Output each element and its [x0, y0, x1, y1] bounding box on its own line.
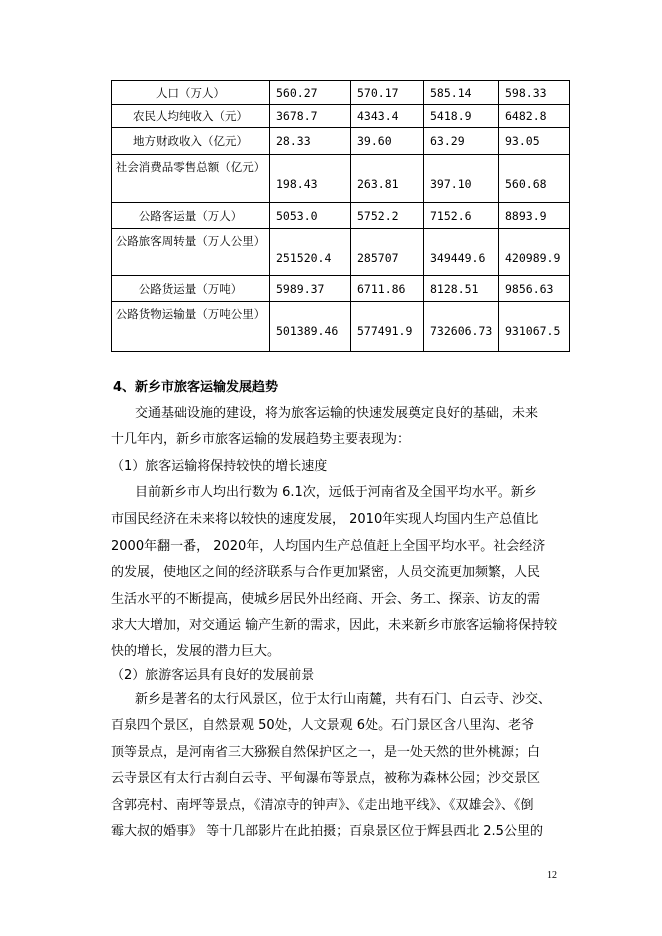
- row-label: 社会消费品零售总额（亿元）: [112, 155, 270, 203]
- row-label: 地方财政收入（亿元）: [112, 128, 270, 155]
- table-row: [112, 276, 570, 302]
- table-cell: 931067.5: [499, 302, 570, 352]
- body-text-line: 含郭亮村、南坪等景点，《清凉寺的钟声》、《走出地平线》、《双雄会》、《倒: [111, 798, 534, 813]
- body-text-line: 生活水平的不断提高，使城乡居民外出经商、开会、务工、探亲、访友的需: [111, 592, 541, 607]
- table-row: [112, 128, 570, 155]
- table-cell: 501389.46: [270, 302, 351, 352]
- table-cell: 560.27: [270, 81, 351, 105]
- table-row: [112, 81, 570, 105]
- body-text-line: 求大大增加，对交通运 输产生新的需求，因此，未来新乡市旅客运输将保持较: [111, 618, 558, 633]
- table-cell: 8128.51: [424, 276, 499, 302]
- row-label: 人口（万人）: [112, 81, 270, 105]
- subheading: （1）旅客运输将保持较快的增长速度: [111, 459, 328, 474]
- body-text-line: 霉大叔的婚事》 等十几部影片在此拍摄；百泉景区位于辉县西北 2.5公里的: [111, 824, 543, 839]
- table-cell: 598.33: [499, 81, 570, 105]
- table-cell: 5752.2: [351, 203, 424, 229]
- table-cell: 420989.9: [499, 229, 570, 276]
- body-text-line: 云寺景区有太行古刹白云寺、平甸瀑布等景点，被称为森林公园；沙交景区: [111, 771, 541, 786]
- table-cell: 285707: [351, 229, 424, 276]
- table-row: [112, 203, 570, 229]
- subheading: （2）旅游客运具有良好的发展前景: [111, 668, 315, 683]
- body-text-line: 交通基础设施的建设，将为旅客运输的快速发展奠定良好的基础，未来: [135, 406, 539, 421]
- table-cell: 251520.4: [270, 229, 351, 276]
- body-text-line: 2000年翻一番， 2020年，人均国内生产总值赶上全国平均水平。社会经济: [111, 539, 546, 554]
- table-cell: 39.60: [351, 128, 424, 155]
- table-cell: 732606.73: [424, 302, 499, 352]
- table-cell: 3678.7: [270, 105, 351, 128]
- table-cell: 7152.6: [424, 203, 499, 229]
- table-cell: 6711.86: [351, 276, 424, 302]
- body-text-line: 新乡是著名的太行风景区，位于太行山南麓，共有石门、白云寺、沙交、: [135, 692, 552, 707]
- table-cell: 5989.37: [270, 276, 351, 302]
- body-text-line: 顶等景点，是河南省三大猕猴自然保护区之一，是一处天然的世外桃源；白: [111, 745, 541, 760]
- body-text-line: 的发展，使地区之间的经济联系与合作更加紧密，人员交流更加频繁，人民: [111, 565, 541, 580]
- table-cell: 198.43: [270, 155, 351, 203]
- body-text-line: 十几年内，新乡市旅客运输的发展趋势主要表现为：: [111, 432, 411, 447]
- body-text-line: 市国民经济在未来将以较快的速度发展， 2010年实现人均国内生产总值比: [111, 512, 539, 527]
- table-cell: 560.68: [499, 155, 570, 203]
- body-text-line: 快的增长，发展的潜力巨大。: [111, 644, 281, 659]
- table-cell: 5053.0: [270, 203, 351, 229]
- table-cell: 570.17: [351, 81, 424, 105]
- table-cell: 93.05: [499, 128, 570, 155]
- table-row: [112, 229, 570, 276]
- table-cell: 577491.9: [351, 302, 424, 352]
- row-label: 公路客运量（万人）: [112, 203, 270, 229]
- body-text-line: 目前新乡市人均出行数为 6.1次，远低于河南省及全国平均水平。新乡: [135, 485, 537, 500]
- table-cell: 6482.8: [499, 105, 570, 128]
- table-cell: 4343.4: [351, 105, 424, 128]
- table-cell: 349449.6: [424, 229, 499, 276]
- table-cell: 585.14: [424, 81, 499, 105]
- table-row: [112, 155, 570, 203]
- row-label: 农民人均纯收入（元）: [112, 105, 270, 128]
- table-cell: 63.29: [424, 128, 499, 155]
- row-label: 公路货物运输量（万吨公里）: [112, 302, 270, 352]
- row-label: 公路货运量（万吨）: [112, 276, 270, 302]
- table-cell: 5418.9: [424, 105, 499, 128]
- table-cell: 9856.63: [499, 276, 570, 302]
- statistics-table: [111, 80, 570, 352]
- table-cell: 263.81: [351, 155, 424, 203]
- page-number: 12: [547, 870, 557, 881]
- table-cell: 28.33: [270, 128, 351, 155]
- table-cell: 397.10: [424, 155, 499, 203]
- section-heading: 4、新乡市旅客运输发展趋势: [113, 380, 279, 395]
- row-label: 公路旅客周转量（万人公里）: [112, 229, 270, 276]
- body-text-line: 百泉四个景区，自然景观 50处，人文景观 6处。石门景区含八里沟、老爷: [111, 718, 535, 733]
- table-row: [112, 105, 570, 128]
- table-row: [112, 302, 570, 352]
- table-cell: 8893.9: [499, 203, 570, 229]
